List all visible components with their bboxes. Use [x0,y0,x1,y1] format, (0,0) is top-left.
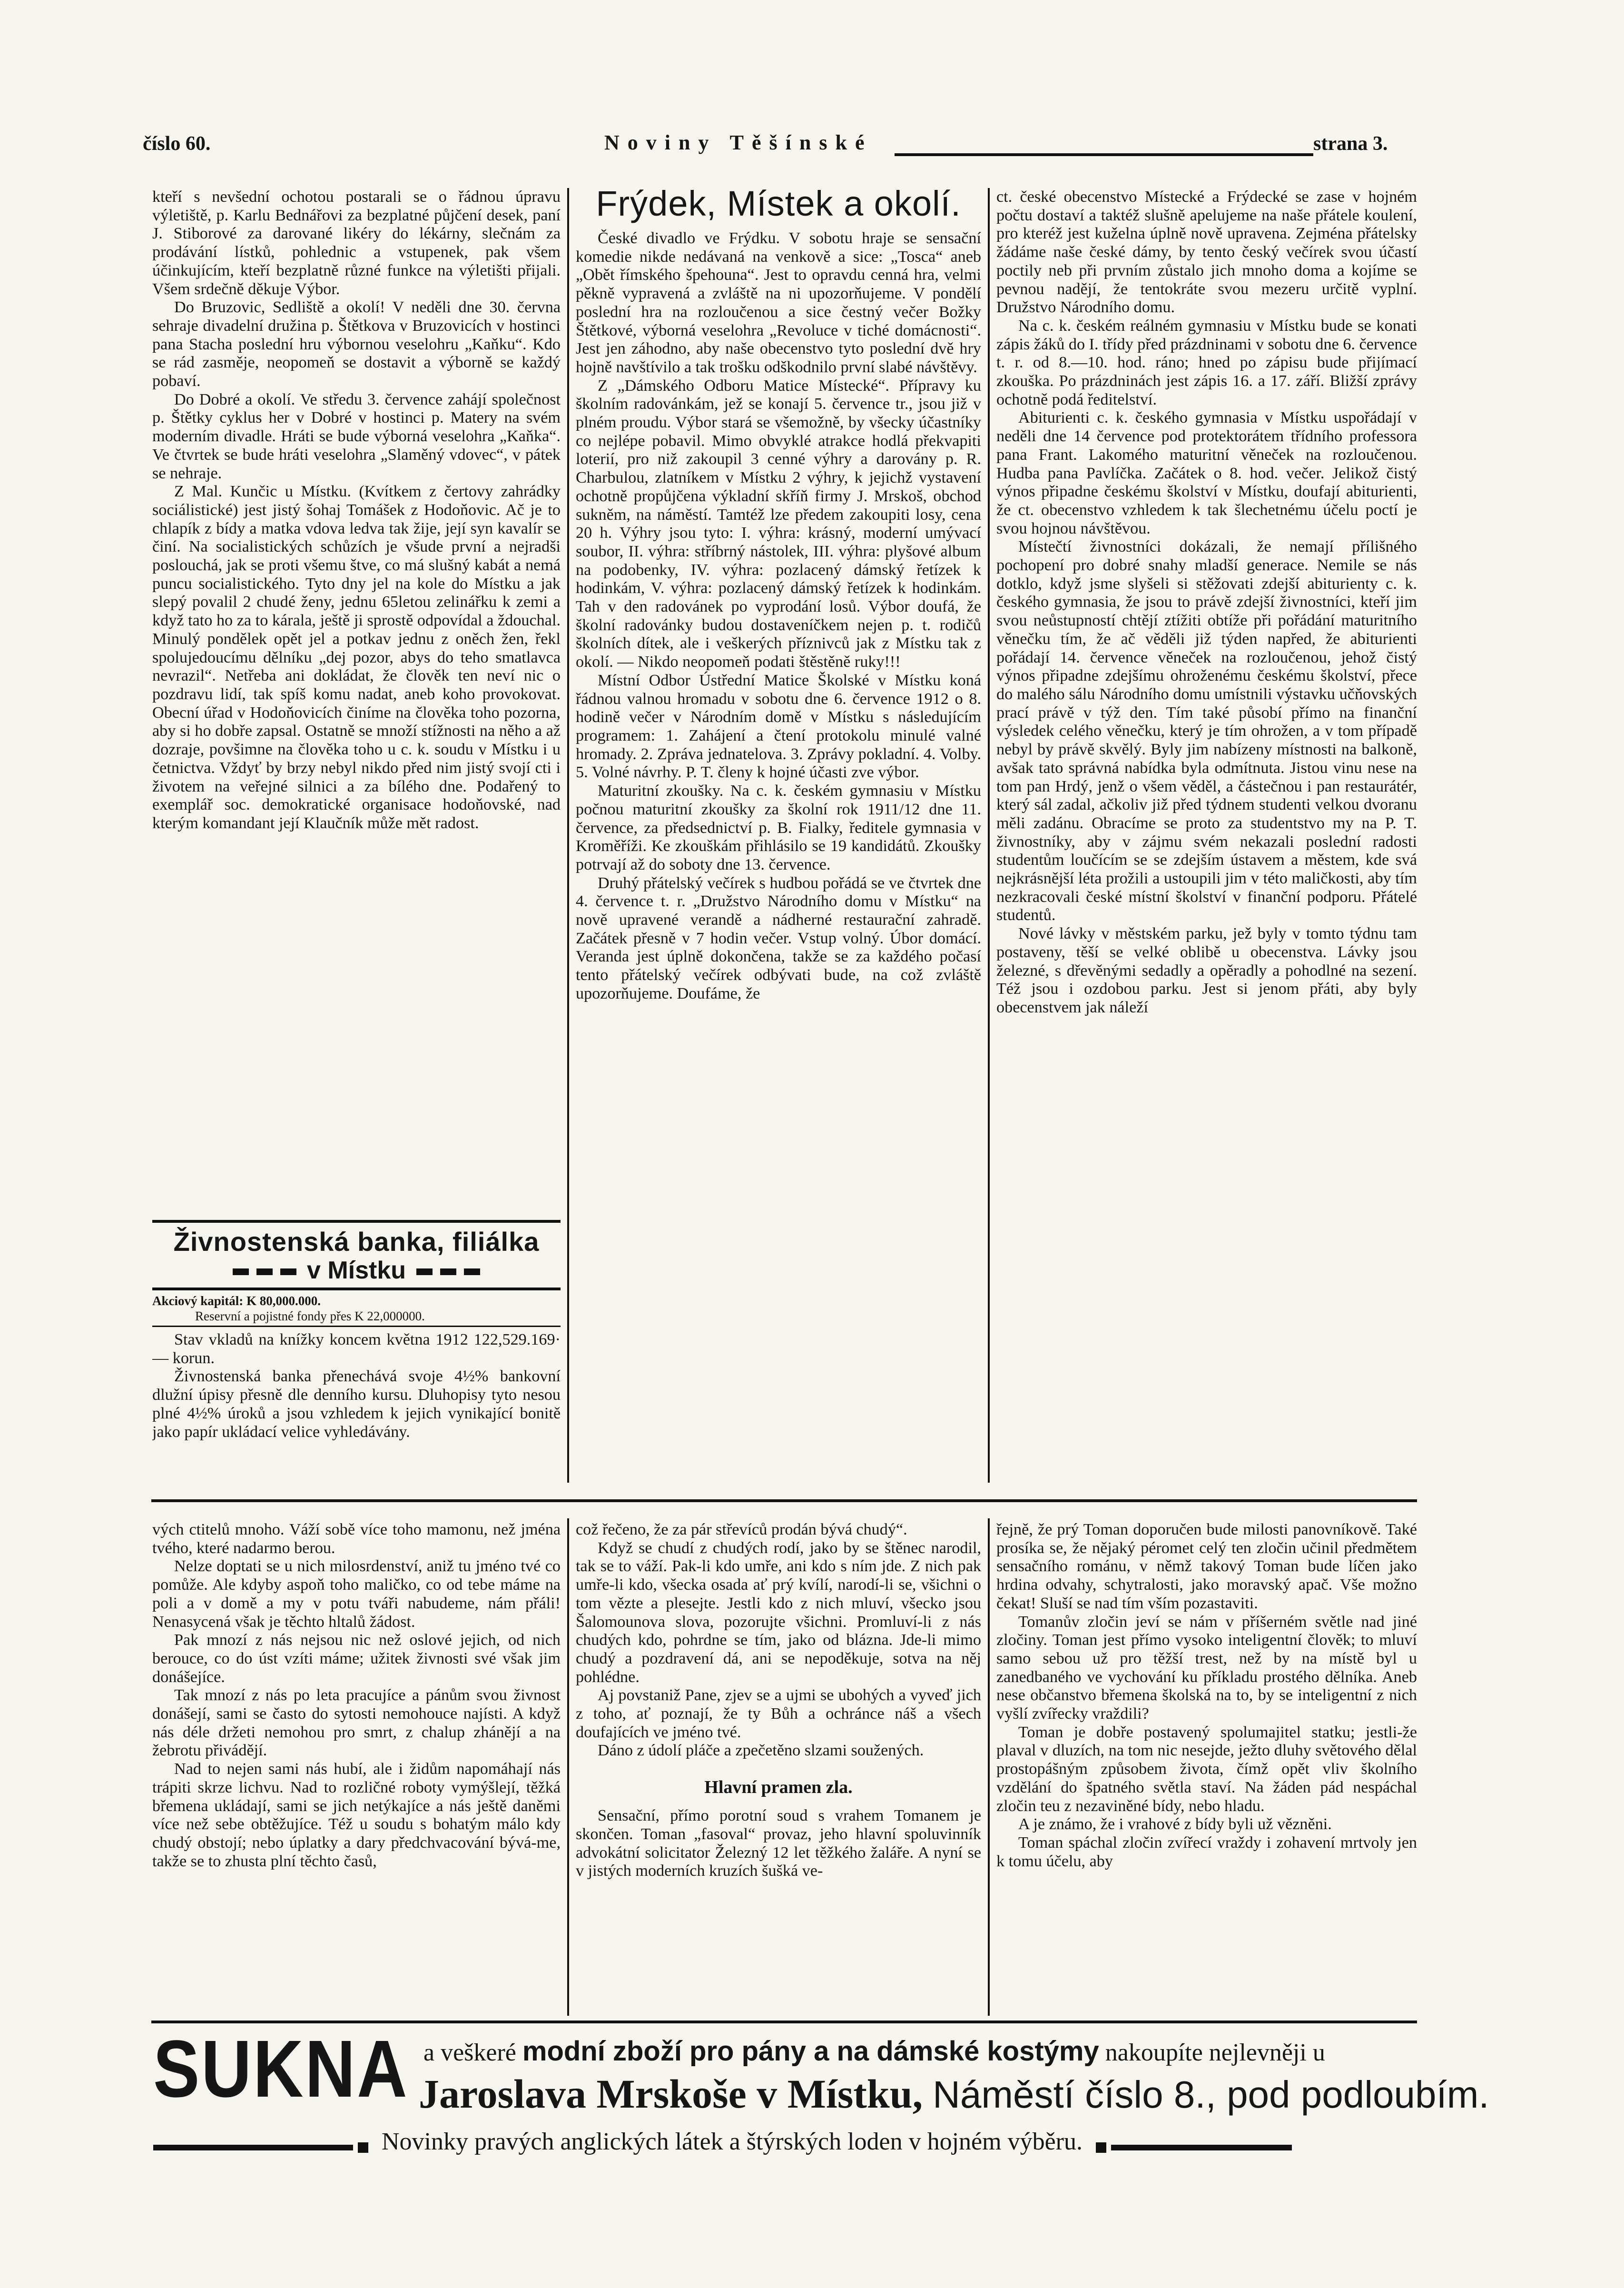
column-2-bottom [576,1521,981,2016]
column-3-top [996,188,1417,1489]
header-rule [895,153,1313,156]
column-divider-3 [567,1518,569,2016]
banner-sukna: SUKNA [153,2024,409,2114]
article-kuncice: Z Mal. Kunčic u Místku. (Kvítkem z čertovy zahrádky sociálistické) jest jistý šohaj Tomášek z Hodoňovic. Ač je to chlapík z bídy a matka vdova ledva tak žije, její syn kavalír se činí. Na socialistických schůzích je všude první a nejradši poslouchá, jak se proti všemu štve, co má slušný kabát a nemá puncu socialistického. Tyto dny jel na kole do Místku a jak slepý povalil 2 chudé ženy, jednu 65letou zelinářku k zemi a když tato ho za to kárala, ještě ji sprostě odpovídal a ždouchal. Minulý pondělek opět jel a potkav jednu z oněch žen, řekl spolujedoucímu dělníku „dej pozor, abys do teho smatlavca nevrazil“. Netřeba ani dokládat, že člověk ten neví nic o pozdravu lidí, tak spíš komu nadat, aneb koho provokovat. Obecní úřad v Hodoňovicích činíme na člověka toho pozorna, aby si ho dobře zapsal. Ostatně se množí stížnosti na něho a až dozraje, povšimne na člověka toho u c. k. soudu v Místku i u četnictva. Vždyť by brzy nebyl nikdo před nim jistý svojí cti i životem na veřejné silnici a za bílého dne. Podařený to exemplář soc. demokratické organisace hodoňovské, nad kterým komandant její Klaučník může mět radost. [152,483,561,832]
article-divadlo-frydek: České divadlo ve Frýdku. V sobotu hraje se sensační komedie nikde nedávaná na venkově a sice: „Tosca“ aneb „Obět římského špehouna“. Jest to opravdu cenná hra, velmi pěkně vypravená a zvláště na ni upozorňujeme. V pondělí poslední hra na rozloučenou a sice čestný večer Božky Štětkové, výborná veselohra „Revoluce v tiché domácnosti“. Jest jen záhodno, aby naše obecenstvo tyto poslední dvě hry hojně navštívilo a tak trošku odškodnilo první slabé návštěvy. [576,229,981,376]
banner-line-1-pre: a veškeré [423,2039,516,2066]
square-ornament [1096,2142,1106,2153]
article-pratelsky-vecirek: Druhý přátelský večírek s hudbou pořádá se ve čtvrtek dne 4. července t. r. „Družstvo Národního domu v Místku“ na nově upravené verandě a nádherné restaurační zahradě. Začátek přesně v 7 hodin večer. Vstup volný. Úbor domácí. Veranda jest úplně dokončena, takže se za každého počasí tento přátelský večírek odbývati bude, na což zvláště upozorňujeme. Doufáme, že [576,874,981,1002]
text-block: Tak mnozí z nás po leta pracujíce a pánům svou živnost donášejí, sami se často do sytosti nemohouce najísti. A když nás déle držeti nemohou pro smrt, z chalup zhánějí a na žebrotu přivádějí. [152,1686,561,1760]
banner-line-2 [419,2072,1489,2116]
text-block: A je známo, že i vrahové z bídy byli už vězněni. [1018,1815,1332,1833]
banner-line-1 [423,2037,1325,2067]
banner-firm-name: Jaroslava Mrskoše v Místku, [419,2071,923,2117]
square-ornament [358,2142,368,2153]
banner-line-1-bold: modní zboží pro pány a na dámské kostýmy [522,2036,1099,2067]
subheading-hlavni-pramen: Hlavní pramen zla. [704,1777,853,1798]
article-bruzovice: Do Bruzovic, Sedliště a okolí! V neděli dne 30. června sehraje divadelní družina p. Štětkova v Bruzovicích v hostinci pana Stacha poslední hru výbornou veselohru „Kaňku“. Kdo se rád zasměje, neopomeň se dostavit a výborně se každý pobaví. [152,298,561,390]
column-3-bottom [996,1521,1417,2016]
newspaper-title: Noviny Těšínské [604,131,873,154]
column-divider-4 [988,1518,990,2016]
page-number: strana 3. [1313,133,1388,155]
text-block: Toman je dobře postavený spolumajitel statku; jestli-že plaval v dluzích, na tom nic nesejde, ježto dluhy světového dělal prostopášným způsobem života, čímž opět vliv školního vzdělání do špatného světla staví. Na žáden pád nespáchal zločin teu z nezaviněné bídy, nebo hladu. [996,1723,1417,1815]
bank-branch-label: v Místku [306,1257,406,1284]
bank-capital: Akciový kapitál: K 80,000.000. [152,1294,321,1308]
section-heading: Frýdek, Místek a okolí. [596,185,961,223]
column-divider-1 [567,188,569,1483]
bank-bonds: Živnostenská banka přenechává svoje 4½% bankovní dlužní úpisy přesně dle denního kursu. Dluhopisy tyto nesou plné 4½% úroků a jsou vzhledem k jejich vynikající bonitě jako papír ukládací velice vyhledávány. [152,1367,561,1441]
decorative-rule-left [153,2145,353,2150]
bank-title: Živnostenská banka, filiálka [173,1227,540,1257]
text-block: což řečeno, že za pár střevíců prodán bývá chudý“. [576,1521,907,1538]
text-block: Nad to nejen sami nás hubí, ale i židům napomáhají nás trápiti skrze lichvu. Nad to rozličné roboty vymýšlejí, těžká břemena ukládají, sami se jich netýkajíce a nás ještě daněmi více než sebe obtěžujíce. Též u soudu s bohatým málo kdy chudý obstojí; nebo úplatky a dary předchvacování bývá-me, takže se to zhusta plní těchto časů, [152,1760,561,1870]
decorative-rule-right [1111,2145,1292,2150]
banner-top-rule [151,2021,1417,2023]
article-damsky-odbor: Z „Dámského Odboru Matice Místecké“. Přípravy ku školním radovánkám, jež se konají 5. července tr., jsou již v plném proudu. Výbor stará se všemožně, by všecky účastníky co nejlépe pobavil. Mimo obvyklé atrakce hodlá překvapiti loterií, pro niž zakoupil 3 cenné výhry a darovány p. R. Charbulou, zlatníkem v Místku 2 výhry, k jejichž vystavení ochotně propůjčena výkladní skříň firmy J. Mrskoš, obchod sukněm, na náměstí. Tamtéž lze předem zakoupiti losy, cena 20 h. Výhry jsou tyto: I. výhra: krásný, moderní umývací soubor, II. výhra: stříbrný nástolek, III. výhra: plyšové album na podobenky, IV. výhra: pozlacený dámský řetízek k hodinkám, V. výhra: pozlacený dámský řetízek k hodinkám. Tah v den radovánek po vyprodání losů. Výbor doufá, že školní radovánky budou dostaveníčkem nejen p. t. rodičů školních dítek, ale i veškerých příznivců jak z Místku tak z okolí. — Nikdo neopomeň podati štěstěně ruky!!! [576,376,981,671]
issue-number: číslo 60. [143,133,211,155]
banner-address: Náměstí číslo 8., pod podloubím. [933,2073,1489,2116]
bank-branch [152,1256,561,1290]
mid-rule [151,1499,1417,1502]
bank-reserve: Reservní a pojistné fondy přes K 22,000000. [152,1308,561,1327]
text-block: Nelze doptati se u nich milosrdenství, aniž tu jméno tvé co pomůže. Ale kdyby aspoň toho maličko, co od tebe máme na poli a v domě a my v potu tváři nabudeme, nám přáli! Nenasycená však je těchto hltalů žádost. [152,1557,561,1631]
text-block: Když se chudí z chudých rodí, jako by se štěnec narodil, tak se to váží. Pak-li kdo umře, ani kdo s ním jde. Z nich pak umře-li kdo, všecka osada ať prý kvílí, narodí-li se, všichni o tom vězte a plesejte. Jestli kdo z nich mluví, všecko jsou Šalomounova slova, pozorujte všichni. Promluví-li z nás chudých kdo, pohrdne se tím, jako od blázna. Jde-li mimo chudý a pozdravení dá, ani se nepoděkuje, sotva na něj pohlédne. [576,1539,981,1686]
bank-deposits: Stav vkladů na knížky koncem května 1912 122,529.169·— korun. [152,1331,561,1367]
text-block: vých ctitelů mnoho. Váží sobě více toho mamonu, než jména tvého, které nadarmo berou. [152,1521,561,1557]
column-divider-2 [988,188,990,1483]
column-2-top [576,185,981,1489]
article-matice-skolska: Místní Odbor Ústřední Matice Školské v Místku koná řádnou valnou hromadu v sobotu dne 6. července 1912 o 8. hodině večer v Národním domě v Místku s následujícím programem: 1. Zahájení a čtení protokolu minulé valné hromady. 2. Zpráva jednatelova. 3. Zprávy pokladní. 4. Volby. 5. Volné návrhy. P. T. členy k hojné účasti zve výbor. [576,671,981,782]
text-block: řejně, že prý Toman doporučen bude milosti panovníkově. Také prosíka se, že nějaký péromet celý ten zločin učinil předmětem sensačního románu, v němž takový Toman bude líčen jako hrdina odvahy, schytralosti, jako moravský apač. Vše možno čekat! Sluší se nad tím vším pozastaviti. [996,1521,1417,1612]
text-block: Pak mnozí z nás nejsou nic než oslové jejich, od nich berouce, co do úst vzíti máme; užitek živnosti své však jim donášejíce. [152,1631,561,1686]
column-1-top [152,188,561,1199]
banner-line-3 [153,2128,1417,2155]
banner-line-3-text: Novinky pravých anglických látek a štýrských loden v hojném výběru. [382,2128,1083,2155]
article-zapis-gymnasium: Na c. k. českém reálném gymnasiu v Místku bude se konati zápis žáků do I. třídy před prázdninami v sobotu dne 6. července t. r. od 8.—10. hod. ráno; hned po zápisu bude přijímací zkouška. Po prázdninách jest zápis 16. a 17. září. Bližší zprávy ochotně podá ředitelství. [996,317,1417,408]
article-lavky: Nové lávky v městském parku, jež byly v tomto týdnu tam postaveny, těší se velké oblibě u obecenstva. Lávky jsou železné, s dřevěnými sedadly a opěradly a pohodlné na sezení. Též jsou i ozdobou parku. Jest si jenom přáti, aby byly obecenstvem jak náleží [996,925,1417,1016]
text-block: Dáno z údolí pláče a zpečetěno slzami soužených. [598,1742,924,1760]
text-block: Toman spáchal zločin zvířecí vraždy i zohavení mrtvoly jen k tomu účelu, aby [996,1833,1417,1870]
text-block: Aj povstaniž Pane, zjev se a ujmi se ubohých a vyveď jich z toho, ať poznají, že ty Bůh a ochránce náš a všech doufajících ve jméno tvé. [576,1686,981,1741]
article-maturitni-zkousky: Maturitní zkoušky. Na c. k. českém gymnasiu v Místku počnou maturitní zkoušky za školní rok 1911/12 dne 11. července, za předsednictví p. B. Fialky, ředitele gymnasia v Kroměříži. Ke zkouškám přihlásilo se 19 kandidátů. Zkoušky potrvají až do soboty dne 13. července. [576,782,981,873]
article-toman: Sensační, přímo porotní soud s vrahem Tomanem je skončen. Toman „fasoval“ provaz, jeho hlavní spoluvinník advokátní solicitator Železný 12 let těžkého žaláře. A nyní se v jistých moderních kruzích šušká ve- [576,1807,981,1880]
article-druzstvo: ct. české obecenstvo Místecké a Frýdecké se zase v hojném počtu dostaví a taktéž slušně apelujeme na naše přátele koulení, pro kteréž jest kuželna úplně nově upravena. Zejména přátelsky žádáme naše české dámy, by tento český večírek svou účastí poctily neb při prvním zůstalo jich mnoho doma a kojíme se pevnou nadějí, že tentokráte svou mezeru určitě vyplní. Družstvo Národního domu. [996,188,1417,317]
column-1-bottom [152,1521,561,2016]
article-zivnostnici: Místečtí živnostníci dokázali, že nemají přílišného pochopení pro dobré snahy mladší generace. Nemile se nás dotklo, když jsme slyšeli si stěžovati zdejší abiturienty c. k. českého gymnasia, že jsou to právě zdejší živnostníci, kteří jim svou neůstupností chtějí ztížiti obtíže při pořádání maturitního věnečku tím, že ač věděli již týden napřed, že abiturienti pořádají 14. července věneček na rozloučenou, jehož čistý výnos připadne zdejšímu ohroženému českému školství, přece do malého sálu Národního domu umístnili výstavku učňovských prací právě v týž den. Tím také působí přímo na finanční výsledek celého věnečku, který je tím ohrožen, a v tom případě nebyl by právě skvělý. Byly jim nabízeny místnosti na balkoně, avšak tato správná nabídka byla odmítnuta. Jistou vinu nese na tom pan Hrdý, jenž o všem věděl, a částečnou i pan restaurátér, který sál zadal, ačkoliv již před týdnem studenti velkou dvoranu měli zadánu. Obracíme se proto za studentstvo my na P. T. živnostníky, aby v zájmu svém nekazali poslední radosti studentům loučícím se se zdejším ústavem a městem, kde svá nejkrásnější léta prožili a ustoupili jim v této maličkosti, aby tím nezkracovali české místní školství v finanční podporu. Přátelé studentů. [996,538,1417,924]
text-block: Tomanův zločin jeví se nám v příšerném světle nad jiné zločiny. Toman jest přímo vysoko inteligentní člověk; to mluví samo sebou už pro těžší trest, než by na místě byl u zanedbaného ve vychování ku příkladu prostého dělníka. Aneb nese občanstvo břemena školská na to, by se inteligentní z nich vyšlí zvířecky vraždili? [996,1613,1417,1723]
article-abiturienti: Abiturienti c. k. českého gymnasia v Místku uspořádají v neděli dne 14 července pod protektorátem třídního professora pana Frant. Lakomého maturitní věneček na rozloučenou. Hudba pana Pavlíčka. Začátek o 8. hod. večer. Jelikož čistý výnos připadne českému školství v Místku, doufají abiturienti, že ct. obecenstvo vzhledem k tak šlechetnému účelu poctí je svou hojnou návštěvou. [996,409,1417,537]
banner-line-1-post: nakoupíte nejlevněji u [1105,2039,1325,2066]
bank-advert [152,1211,561,1497]
article-dobra: Do Dobré a okolí. Ve středu 3. července zahájí společnost p. Štětky cyklus her v Dobré v hostinci p. Matery na svém moderním divadle. Hráti se bude výborná veselohra „Kaňka“. Ve čtvrtek se bude hráti veselohra „Slaměný vdovec“, v pátek se nehraje. [152,390,561,482]
article-thanks: kteří s nevšední ochotou postarali se o řádnou úpravu výletiště, p. Karlu Bednářovi za bezplatné půjčení desek, paní J. Stiborové za darované likéry do lékárny, slečnám za prodávání lístků, pohlednic a vstupenek, pak všem účinkujícím, kteří bezplatně různé funkce na výletišti přijali. Všem srdečně děkuje Výbor. [152,188,561,298]
